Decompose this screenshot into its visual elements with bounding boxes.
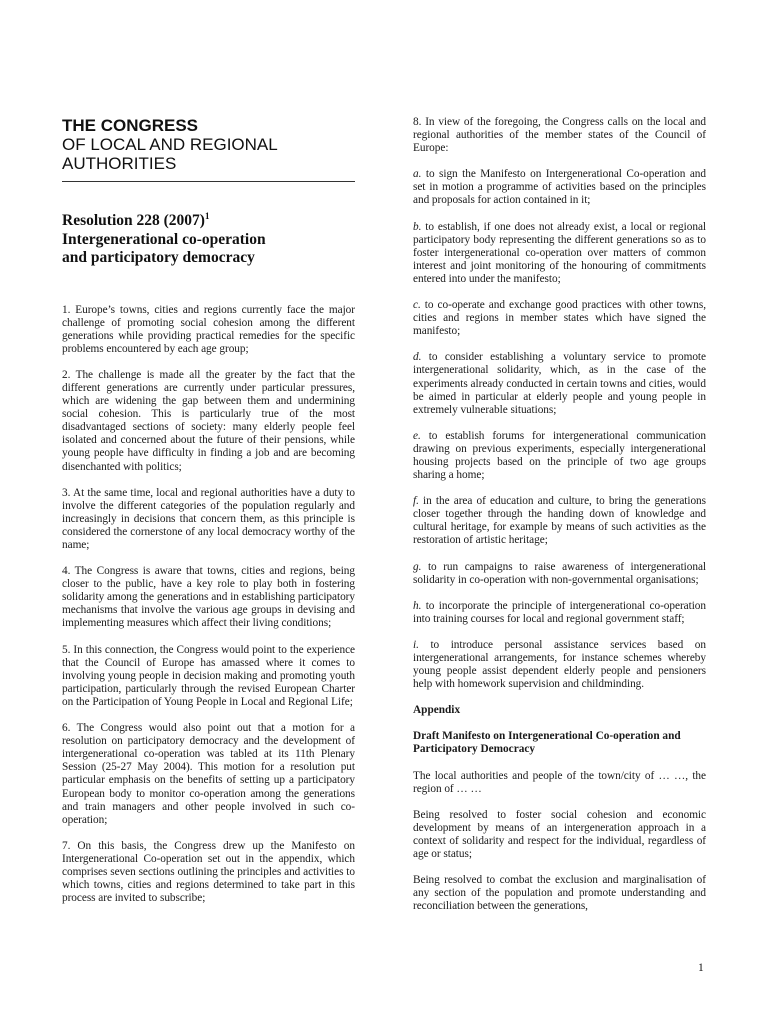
paragraph-4: 4. The Congress is aware that towns, cities and regions, being closer to the public, have a key role to play both in fostering solidarity among the generations and in establishing participatory mechanisms that involve the various age groups in devising and implementing measures which affect their living conditions;: [62, 565, 355, 630]
paragraph-1: 1. Europe’s towns, cities and regions currently face the major challenge of promoting social cohesion among the different generations while providing practical remedies for the specific problems encountered by each age group;: [62, 303, 355, 355]
item-e-text: to establish forums for intergenerational communication drawing on previous experiments, especially intergenerational housing projects based on the principle of two age groups sharing a home;: [413, 429, 706, 482]
item-g-prefix: g.: [413, 560, 422, 573]
org-line-2: OF LOCAL AND REGIONAL: [62, 135, 278, 154]
item-a-text: to sign the Manifesto on Intergenerational Co-operation and set in motion a programme of activities based on the principles and proposals for action contained in it;: [413, 168, 706, 207]
item-h-text: to incorporate the principle of intergenerational co-operation into training courses for local and regional government staff;: [413, 599, 706, 625]
paragraph-2: 2. The challenge is made all the greater by the fact that the different generations are currently under particular pressures, which are widening the gap between them and undermining social cohesion. This is particularly true of the most disadvantaged sections of society: many elderly people feel isolated and concerned about the future of their pensions, while young people have difficulty in finding a job and are becoming disenchanted with politics;: [62, 368, 355, 473]
resolution-title-line-2: and participatory democracy: [62, 249, 255, 266]
org-line-1: THE CONGRESS: [62, 116, 199, 135]
item-d: [413, 351, 706, 416]
resolution-title-line-1: Intergenerational co-operation: [62, 230, 266, 248]
right-column: [413, 116, 706, 913]
appendix-paragraph-3: Being resolved to combat the exclusion and marginalisation of any section of the population and promote understanding and reconciliation between the generations,: [413, 874, 706, 913]
appendix-paragraph-2: Being resolved to foster social cohesion and economic development by means of an intergeneration approach in a context of solidarity and respect for the individual, regardless of age or status;: [413, 808, 706, 861]
left-body: [62, 304, 355, 906]
item-i-prefix: i.: [413, 638, 419, 651]
item-f-prefix: f.: [413, 495, 419, 508]
org-line-3: AUTHORITIES: [62, 154, 177, 173]
paragraph-7: 7. On this basis, the Congress drew up the Manifesto on Intergenerational Co-operation set out in the appendix, which comprises seven sections outlining the principles and activities to which towns, cities and regions determined to take part in this process are invited to subscribe;: [62, 839, 355, 905]
item-i: [413, 639, 706, 691]
organization-header: [62, 116, 355, 173]
left-column: [62, 116, 355, 905]
item-g: [413, 561, 706, 587]
item-e-prefix: e.: [413, 429, 421, 442]
item-f: [413, 495, 706, 547]
appendix-paragraph-1: The local authorities and people of the town/city of … …, the region of … …: [413, 769, 706, 795]
resolution-title: [62, 212, 355, 268]
appendix-heading: Appendix: [413, 704, 461, 717]
item-c-prefix: c.: [413, 299, 421, 312]
item-h: [413, 600, 706, 626]
item-a: [413, 168, 706, 207]
header-rule: [62, 181, 355, 182]
paragraph-8: 8. In view of the foregoing, the Congress calls on the local and regional authorities of the member states of the Council of Europe:: [413, 116, 706, 155]
item-b-text: to establish, if one does not already exist, a local or regional participatory body representing the different generations so as to foster intergenerational co-operation over matters of common interest and joint monitoring of the honouring of commitments entered into under the manifesto;: [413, 220, 706, 285]
item-c: [413, 299, 706, 338]
item-h-prefix: h.: [413, 599, 422, 612]
item-d-text: to consider establishing a voluntary service to promote intergenerational solidarity, which, as in the case of the experiments already conducted in certain towns and cities, would be aimed in particular at elderly people and young people in extremely vulnerable situations;: [413, 351, 706, 416]
item-b: [413, 221, 706, 286]
item-b-prefix: b.: [413, 220, 422, 233]
item-i-text: to introduce personal assistance services based on intergenerational arrangements, for instance schemes whereby young people assist dependent elderly people and pensioners help with homework supervision and childminding.: [413, 638, 706, 691]
item-a-prefix: a.: [413, 168, 422, 181]
paragraph-6: 6. The Congress would also point out that a motion for a resolution on participatory democracy and the development of intergenerational co-operation was tabled at its 11th Plenary Session (25-27 May 2004). This motion for a resolution put particular emphasis on the benefits of setting up a participatory European body to monitor co-operation among the generations and train managers and other people involved in such co-operation;: [62, 722, 355, 826]
paragraph-3: 3. At the same time, local and regional authorities have a duty to involve the different categories of the population regularly and increasingly in decisions that concern them, as this principle is considered the cornerstone of any local democracy worthy of the name;: [62, 486, 355, 551]
paragraph-5: 5. In this connection, the Congress would point to the experience that the Council of Europe has amassed where it comes to involving young people in decision making and promoting youth participation, particularly through the revised European Charter on the Participation of Young People in Local and Regional Life;: [62, 643, 355, 708]
item-f-text: in the area of education and culture, to bring the generations closer together through the handing down of knowledge and cultural heritage, for example by means of such activities as the restoration of artistic heritage;: [413, 495, 706, 547]
item-g-text: to run campaigns to raise awareness of intergenerational solidarity in co-operation with non-governmental organisations;: [413, 560, 706, 586]
item-d-prefix: d.: [413, 351, 422, 364]
resolution-number: Resolution 228 (2007): [62, 212, 205, 229]
item-e: [413, 430, 706, 482]
appendix-subheading: Draft Manifesto on Intergenerational Co-operation and Participatory Democracy: [413, 730, 681, 756]
item-c-text: to co-operate and exchange good practices with other towns, cities and regions in member states which have signed the manifesto;: [413, 299, 706, 338]
page-number: 1: [698, 962, 704, 974]
footnote-mark: 1: [204, 210, 210, 221]
